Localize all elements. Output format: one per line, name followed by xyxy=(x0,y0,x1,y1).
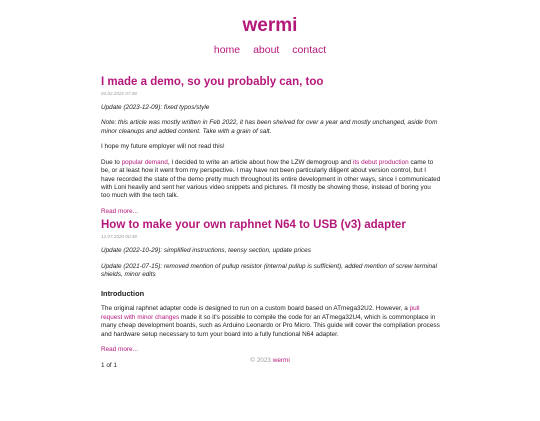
copyright-text: © 2023 xyxy=(250,357,273,364)
post-paragraph: I hope my future employer will not read this! xyxy=(101,143,225,151)
text-fragment: came to be, or at least how it went from my perspective. I may have not been particularly diligent about version control, but I have recorded the state of the demo pretty much throughout its entire development in other ways, since I communicated with Loni heavily and sent her various video snippets and pictures. I'll mostly be showing those, instead of boring you too much with the tech talk. xyxy=(101,158,441,200)
footer-home-link[interactable]: wermi xyxy=(272,357,290,364)
read-more-link[interactable]: Read more... xyxy=(101,207,138,215)
pagination: 1 of 1 xyxy=(101,361,117,369)
text-fragment: , I decided to write an article about how the LZW demogroup and xyxy=(167,158,353,166)
post-paragraph xyxy=(101,159,441,201)
post-date: 12.07.2020 00:38 xyxy=(101,234,137,240)
pull-request-link[interactable]: pull request with minor changes xyxy=(101,305,420,321)
nav-home-link[interactable]: home xyxy=(213,43,241,56)
post-raphnet xyxy=(101,219,441,354)
footer xyxy=(0,357,540,365)
text-fragment: The original raphnet adapter code is designed to run on a custom board based on ATmega32U2. However, a xyxy=(101,305,410,313)
post-demo xyxy=(101,76,441,216)
post-paragraph xyxy=(101,305,441,339)
text-fragment: made it so it's possible to compile the code for an ATmega32U4, which is commonplace in many cheap development boards, such as Arduino Leonardo or Pro Micro. This guide will cover the compilation process and hardware setup necessary to turn your board into a fully functional N64 adapter. xyxy=(101,313,440,338)
post-update: Update (2021-07-15): removed mention of pullup resistor (internal pullup is sufficient), added mention of screw terminal shields, minor edits xyxy=(101,262,438,279)
popular-demand-link[interactable]: popular demand xyxy=(121,158,168,166)
debut-production-link[interactable]: its debut production xyxy=(352,158,409,166)
post-update: Update (2022-10-29): simplified instructions, teensy section, update prices xyxy=(101,247,311,255)
post-title[interactable]: How to make your own raphnet N64 to USB (v3) adapter xyxy=(101,219,406,232)
post-note: Note: this article was mostly written in Feb 2022, it has been shelved for over a year and mostly unchanged, aside from minor cleanups and added content. Take with a grain of salt. xyxy=(101,119,438,135)
post-date: 03.02.2022 07:48 xyxy=(101,90,137,96)
section-heading: Introduction xyxy=(101,288,145,298)
post-list xyxy=(101,76,441,370)
post-update: Update (2023-12-09): fixed typos/style xyxy=(101,103,210,111)
text-fragment: Due to xyxy=(101,158,122,166)
nav-about-link[interactable]: about xyxy=(253,43,280,56)
site-header xyxy=(0,16,540,58)
site-title[interactable]: wermi xyxy=(242,15,298,36)
main-nav xyxy=(0,44,540,58)
post-title[interactable]: I made a demo, so you probably can, too xyxy=(101,76,324,88)
nav-contact-link[interactable]: contact xyxy=(292,43,327,56)
read-more-link[interactable]: Read more... xyxy=(101,346,138,354)
